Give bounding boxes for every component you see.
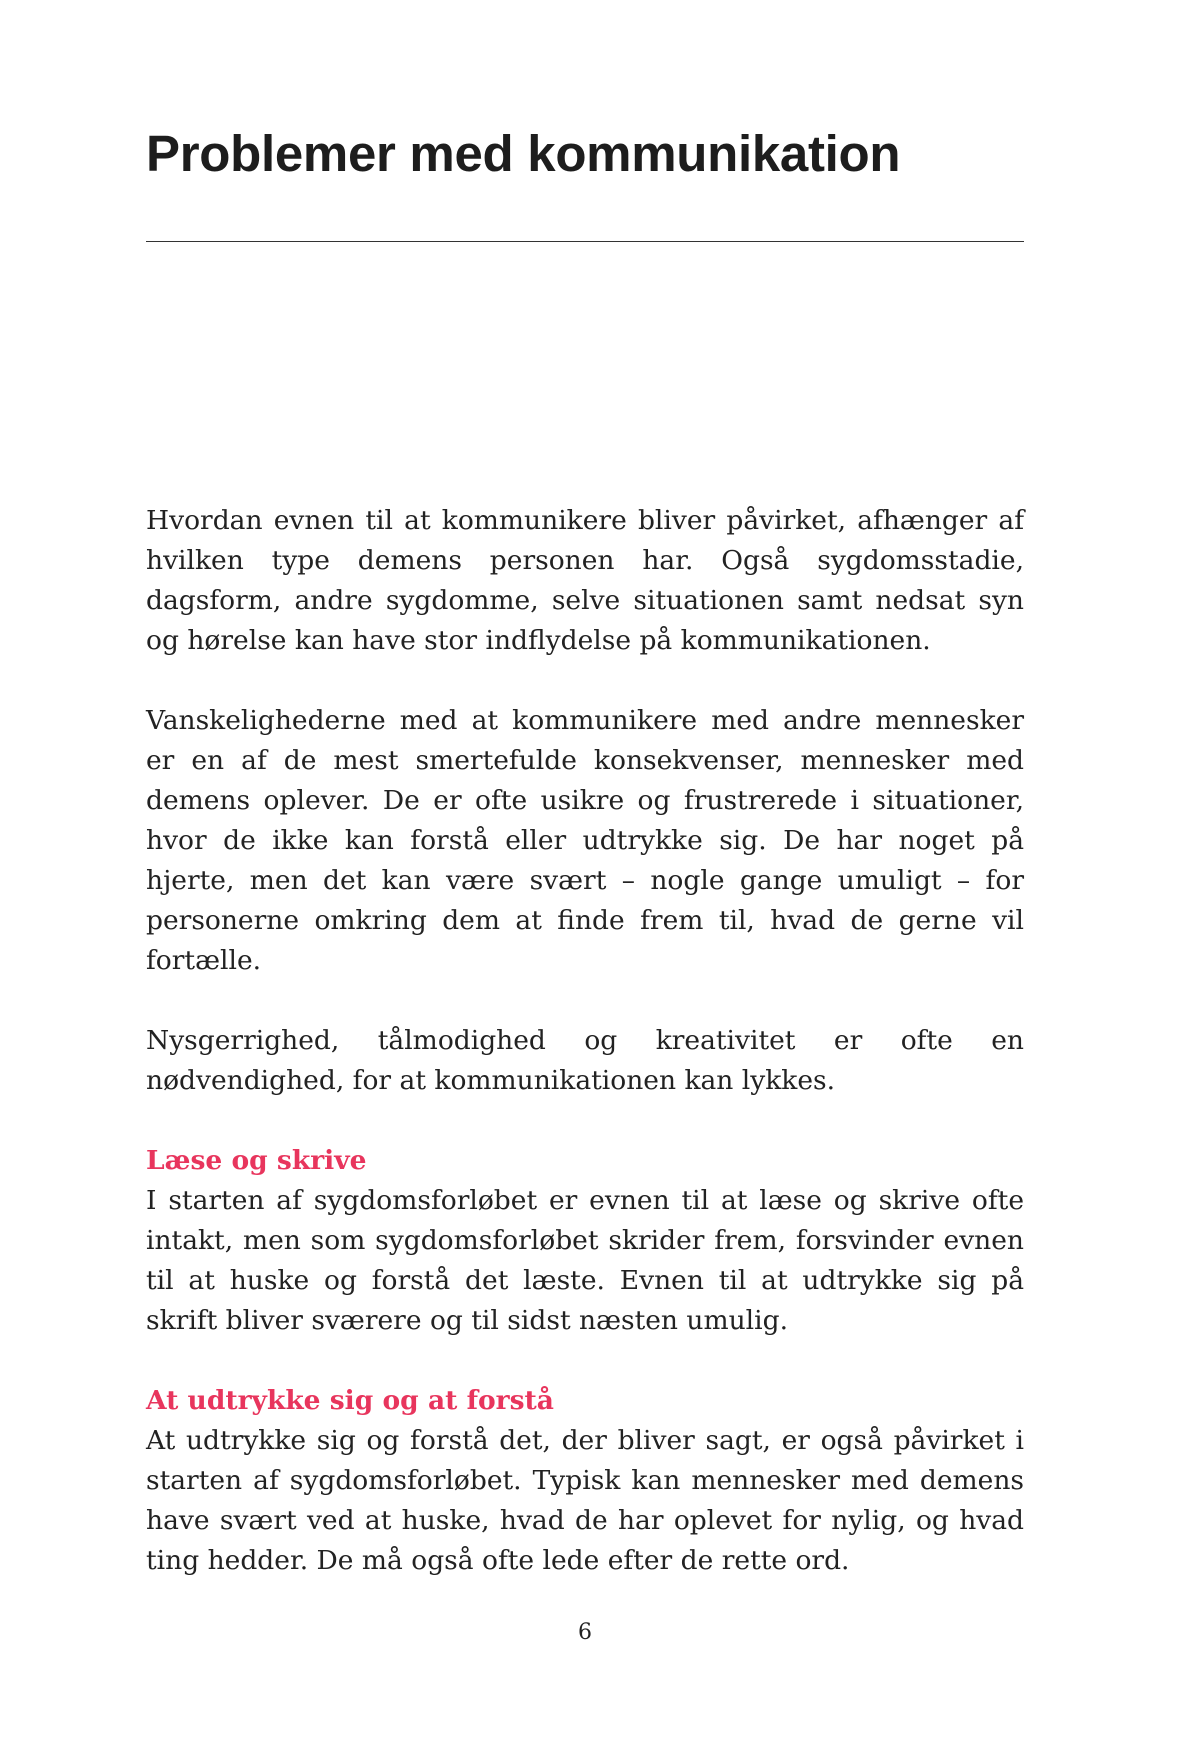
intro-paragraph-2: Vanskelighederne med at kommunikere med andre mennesker er en af de mest smertefulde konsekvenser, mennesker med demens oplever. De er ofte usikre og frustrerede i situationer, hvor de ikke kan forstå eller udtrykke sig. De har noget på hjerte, men det kan være svært – nogle gange umuligt – for personerne omkring dem at finde frem til, hvad de gerne vil fortælle. — [146, 705, 1024, 976]
page-title: Problemer med kommunikation — [146, 125, 901, 182]
section-heading-udtrykke-og-forstaa: At udtrykke sig og at forstå — [146, 1385, 554, 1416]
intro-paragraph-3: Nysgerrighed, tålmodighed og kreativitet er ofte en nødvendighed, for at kommunikationen kan lykkes. — [146, 1025, 1024, 1096]
section-paragraph-laese-og-skrive: I starten af sygdomsforløbet er evnen til at læse og skrive ofte intakt, men som sygdomsforløbet skrider frem, forsvinder evnen til at huske og forstå det læste. Evnen til at udtrykke sig på skrift bliver sværere og til sidst næsten umulig. — [146, 1185, 1024, 1336]
intro-paragraph-1: Hvordan evnen til at kommunikere bliver påvirket, afhænger af hvilken type demens personen har. Også sygdomsstadie, dagsform, andre sygdomme, selve situationen samt nedsat syn og hørelse kan have stor indflydelse på kommunikationen. — [146, 505, 1024, 656]
body-text — [146, 501, 1024, 1621]
section-heading-laese-og-skrive: Læse og skrive — [146, 1145, 367, 1176]
title-divider — [146, 241, 1024, 242]
section-paragraph-udtrykke-og-forstaa: At udtrykke sig og forstå det, der bliver sagt, er også påvirket i starten af sygdomsforløbet. Typisk kan mennesker med demens have svært ved at huske, hvad de har oplevet for nylig, og hvad ting hedder. De må også ofte lede efter de rette ord. — [146, 1425, 1024, 1576]
page-number: 6 — [578, 1620, 592, 1645]
